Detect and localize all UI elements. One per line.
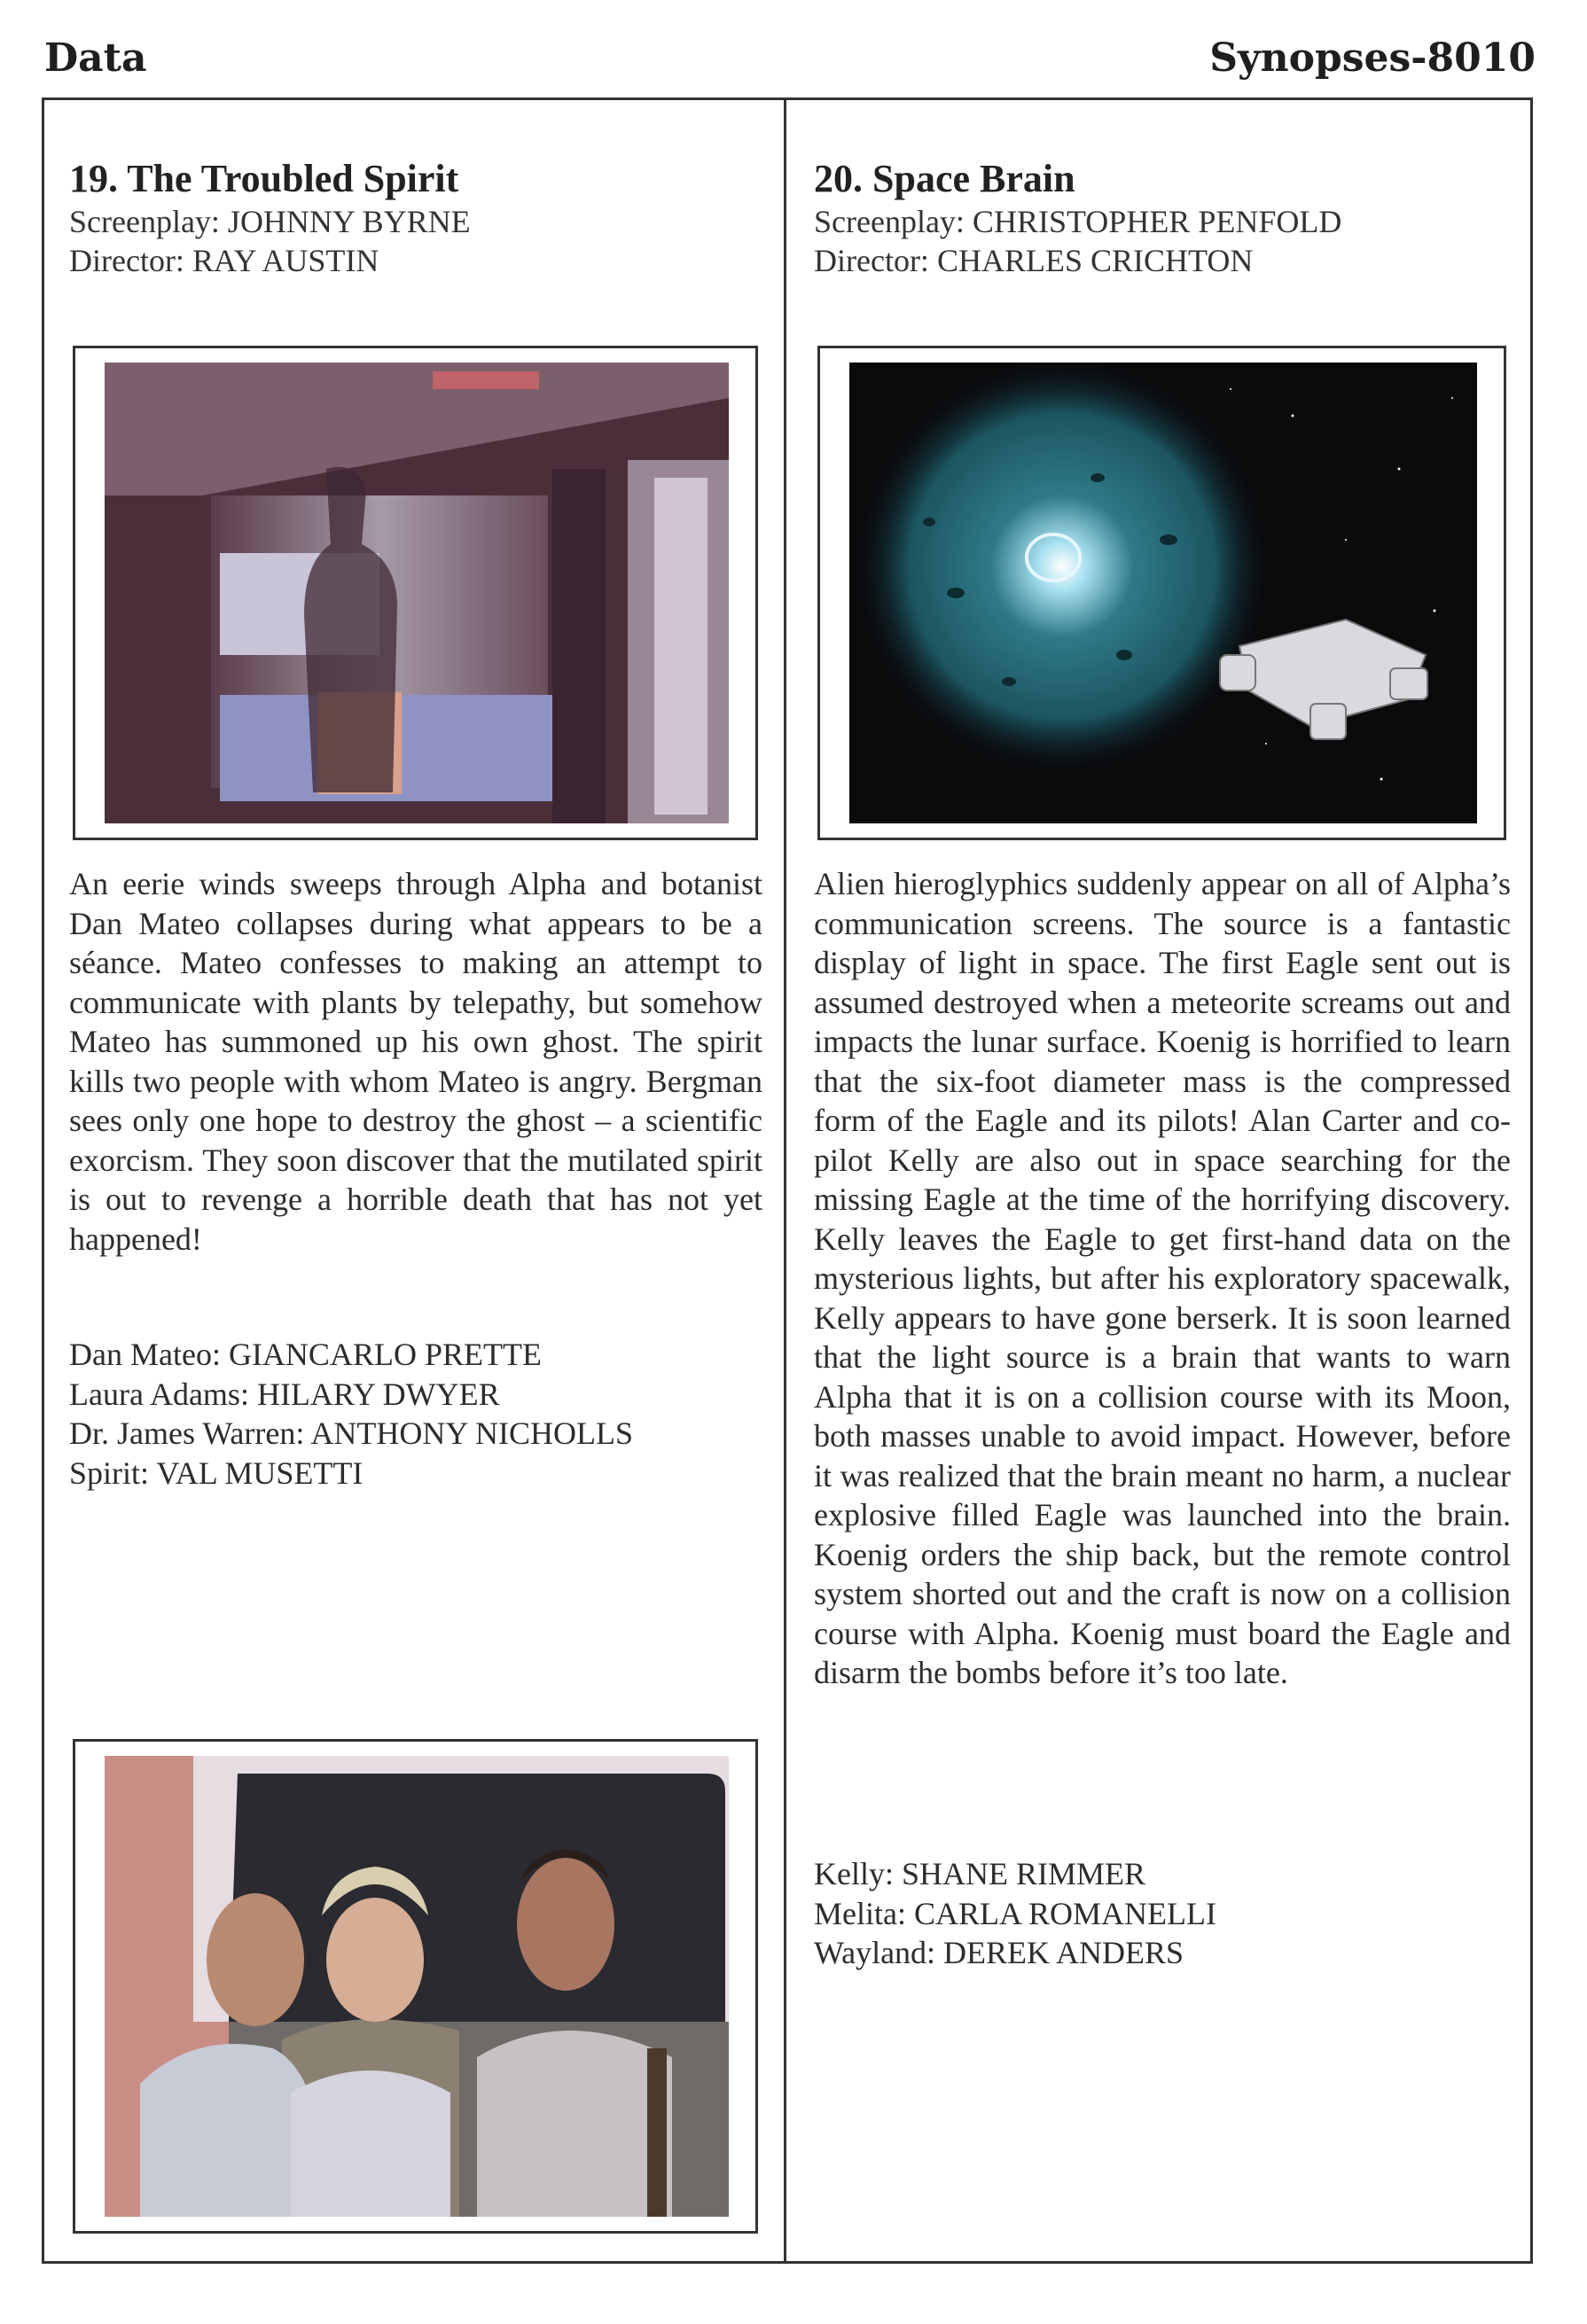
episode-20-photo-space xyxy=(817,346,1506,840)
episode-19-screenplay: Screenplay: JOHNNY BYRNE xyxy=(69,204,471,239)
shadow-figure-scene-image xyxy=(105,363,729,823)
episode-20-screenplay: Screenplay: CHRISTOPHER PENFOLD xyxy=(814,204,1342,239)
cast-entry: Kelly: SHANE RIMMER xyxy=(814,1856,1146,1891)
cast-entry: Laura Adams: HILARY DWYER xyxy=(69,1376,500,1412)
episode-19-cast-list xyxy=(69,1335,762,1493)
episode-20-cast-list xyxy=(814,1854,1511,1973)
cast-entry: Spirit: VAL MUSETTI xyxy=(69,1454,364,1491)
column-divider xyxy=(784,97,786,2264)
episode-20-column xyxy=(814,97,1511,280)
episode-20-title: 20. Space Brain xyxy=(814,157,1075,200)
episode-19-photo-shadow xyxy=(73,346,758,840)
space-brain-and-eagle-image xyxy=(849,363,1477,823)
cast-entry: Dr. James Warren: ANTHONY NICHOLLS xyxy=(69,1415,634,1451)
episode-19-column xyxy=(69,97,762,280)
cast-entry: Melita: CARLA ROMANELLI xyxy=(814,1895,1216,1931)
episode-19-photo-crew xyxy=(73,1739,758,2234)
header-right-label: Synopses-8010 xyxy=(1209,35,1536,81)
cast-entry: Dan Mateo: GIANCARLO PRETTE xyxy=(69,1337,542,1372)
cast-entry: Wayland: DEREK ANDERS xyxy=(814,1935,1184,1970)
episode-19-synopsis: An eerie winds sweeps through Alpha and botanist Dan Mateo collapses during what appears to be a séance. Mateo confesses to making an attempt to communicate with plants by telepathy, but somehow Mateo has summoned up his own ghost. The spirit kills two people with whom Mateo is angry. Bergman sees only one hope to destroy the ghost – a scientific exorcism. They soon discover that the mutilated spirit is out to revenge a horrible death that has not yet happened! xyxy=(69,866,762,1257)
episode-20-synopsis: Alien hieroglyphics suddenly appear on all of Alpha’s communication screens. The source is a fantastic display of light in space. The first Eagle sent out is assumed destroyed when a meteorite screams out and impacts the lunar surface. Koenig is horrified to learn that the six-foot diameter mass is the compressed form of the Eagle and its pilots! Alan Carter and co-pilot Kelly are also out in space searching for the missing Eagle at the time of the horrifying discovery. Kelly leaves the Eagle to get first-hand data on the mysterious lights, but after his exploratory spacewalk, Kelly appears to have gone berserk. It is soon learned that the light source is a brain that wants to warn Alpha that it is on a collision course with its Moon, both masses unable to avoid impact. However, before it was realized that the brain meant no harm, a nuclear explosive filled Eagle was launched into the brain. Koenig orders the ship back, but the remote control system shorted out and the craft is now on a collision course with Alpha. Koenig must board the Eagle and disarm the bombs before it’s too late. xyxy=(814,866,1511,1690)
three-crew-members-image xyxy=(105,1756,729,2217)
episode-20-director: Director: CHARLES CRICHTON xyxy=(814,243,1254,278)
episode-19-title: 19. The Troubled Spirit xyxy=(69,157,459,200)
header-left-label: Data xyxy=(44,35,147,81)
episode-19-director: Director: RAY AUSTIN xyxy=(69,243,379,278)
